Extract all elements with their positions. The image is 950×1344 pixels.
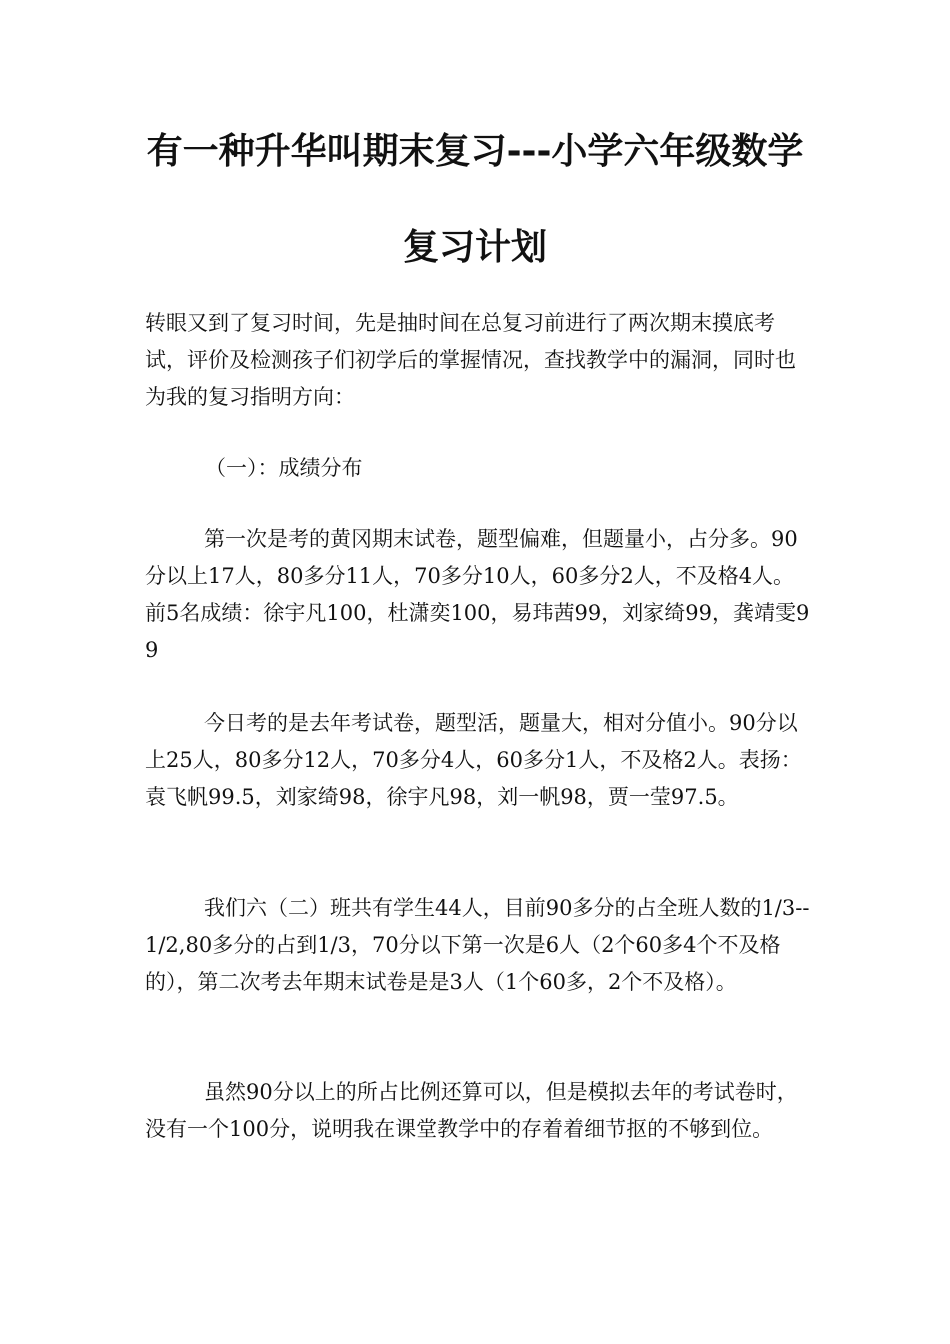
document-title-line-1: 有一种升华叫期末复习---小学六年级数学	[146, 131, 804, 172]
paragraph-reflection: 虽然90分以上的所占比例还算可以，但是模拟去年的考试卷时，没有一个100分，说明我在课堂教学中的存着着细节抠的不够到位。	[145, 1080, 798, 1141]
intro-paragraph: 转眼又到了复习时间，先是抽时间在总复习前进行了两次期末摸底考试，评价及检测孩子们初学后的掌握情况，查找教学中的漏洞，同时也为我的复习指明方向：	[145, 311, 796, 409]
paragraph-class-summary: 我们六（二）班共有学生44人，目前90多分的占全班人数的1/3--1/2,80多分的占到1/3，70分以下第一次是6人（2个60多4个不及格的），第二次考去年期末试卷是是3人（1个60多，2个不及格）。	[145, 896, 810, 994]
paragraph-second-exam: 今日考的是去年考试卷，题型活，题量大，相对分值小。90分以上25人，80多分12人，70多分4人，60多分1人，不及格2人。表扬：袁飞帆99.5，刘家绮98，徐宇凡98，刘一帆98，贾一莹97.5。	[145, 711, 802, 809]
document-title-line-2: 复习计划	[402, 227, 547, 268]
section-heading-score-distribution: （一）：成绩分布	[205, 456, 363, 480]
paragraph-first-exam: 第一次是考的黄冈期末试卷，题型偏难，但题量小，占分多。90分以上17人，80多分11人，70多分10人，60多分2人，不及格4人。前5名成绩：徐宇凡100，杜潇奕100，易玮茜99，刘家绮99，龚靖雯99	[145, 527, 810, 662]
